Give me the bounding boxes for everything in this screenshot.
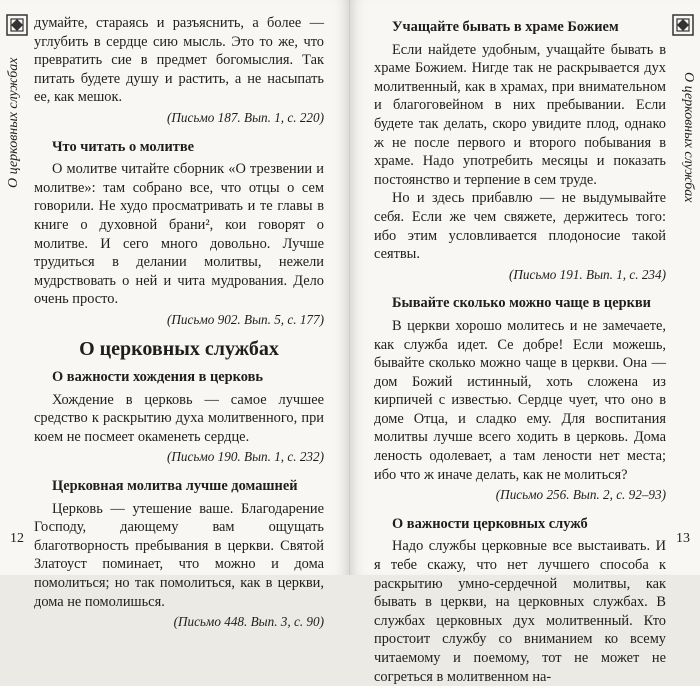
citation: (Письмо 902. Вып. 5, с. 177) bbox=[166, 311, 324, 327]
left-page bbox=[0, 0, 350, 630]
page-number-left: 12 bbox=[10, 531, 24, 546]
citation: (Письмо 256. Вып. 2, с. 92–93) bbox=[495, 487, 666, 503]
right-page bbox=[350, 0, 700, 685]
left-text-column bbox=[34, 14, 324, 642]
subheading: О важности хождения в церковь bbox=[52, 369, 263, 386]
running-head-right: О церковных службах bbox=[681, 72, 696, 203]
running-head-left: О церковных службах bbox=[6, 57, 21, 188]
paragraph: Хождение в церковь — самое лучшее средство к раскрытию духа молитвенного, при коем не посмеет окаменеть сердце. bbox=[34, 391, 324, 445]
right-text-column bbox=[374, 14, 666, 686]
section-title: О церковных службах bbox=[79, 337, 279, 360]
citation: (Письмо 448. Вып. 3, с. 90) bbox=[173, 614, 324, 630]
paragraph: думайте, стараясь и разъяснить, а более — углубить в сердце сию мысль. Это то же, что превратить сие в предмет богомыслия. Так питать будете душу и растить, а не насыпать ее, как мешок. bbox=[34, 15, 324, 106]
citation: (Письмо 191. Вып. 1, с. 234) bbox=[508, 266, 666, 282]
paragraph: Надо службы церковные все выстаивать. И я тебе скажу, что нет лучшего способа к раскрытию умно-сердечной молитвы, как бывать в церкви, на церковных службах. В службах церковных дух молитвенный. Кто простоит службу со вниманием ко всему читаемому и поемому, тот не может не согреться в молитвенном на- bbox=[374, 538, 666, 685]
subheading: О важности церковных служб bbox=[392, 515, 588, 532]
paragraph: Если найдете удобным, учащайте бывать в храме Божием. Нигде так не раскрывается дух молитвенный, как в храмах, при внимательном и благоговейном в них пребывании. Если будете так делать, скоро увидите плод, однако ж не после первого и второго побывания в храме. Надо употребить месяцы и показать постоянство и терпение в сем труде. bbox=[374, 41, 666, 188]
subheading: Бывайте сколько можно чаще в церкви bbox=[392, 295, 651, 312]
subheading: Что читать о молитве bbox=[52, 138, 194, 155]
subheading: Церковная молитва лучше домашней bbox=[52, 478, 298, 495]
paragraph: Но и здесь прибавлю — не выдумывайте себя. Если же чем свяжете, держитесь того: ибо этим условливается плодоносие такой сеятвы. bbox=[374, 190, 666, 263]
citation: (Письмо 187. Вып. 1, с. 220) bbox=[166, 109, 324, 125]
paragraph: О молитве читайте сборник «О трезвении и молитве»: там собрано все, что отцы о сем говорили. Не худо просматривать и те главы в книге о духовной брани², кои говорят о молитве. И сего много довольно. Лучше трудиться в делании молитвы, нежели мудрствовать о ней и чита мудрования. Дело очень просто. bbox=[34, 161, 324, 308]
ornament-icon bbox=[672, 14, 694, 36]
page-number-right: 13 bbox=[676, 531, 690, 546]
ornament-icon bbox=[6, 14, 28, 36]
subheading: Учащайте бывать в храме Божием bbox=[392, 19, 619, 35]
paragraph: Церковь — утешение ваше. Благодарение Господу, дающему вам ощущать благотворность пребывания в церкви. Святой Златоуст поминает, что можно и дома помолиться; но так помолиться, как в церкви, дома не помолишься. bbox=[34, 500, 324, 610]
paragraph: В церкви хорошо молитесь и не замечаете, как служба идет. Се добре! Если можешь, бывайте сколько можно чаще в церкви. Она — дом Божий истинный, хоть сложена из кирпичей с известью. Сердце чует, что оно в доме Отца, и сладко ему. Для воспитания молитвы лучше всего ходить в церковь. Дома леность одолевает, а там лености нет места; ибо что ж иначе делать, как не молиться? bbox=[374, 317, 666, 483]
citation: (Письмо 190. Вып. 1, с. 232) bbox=[166, 449, 324, 465]
